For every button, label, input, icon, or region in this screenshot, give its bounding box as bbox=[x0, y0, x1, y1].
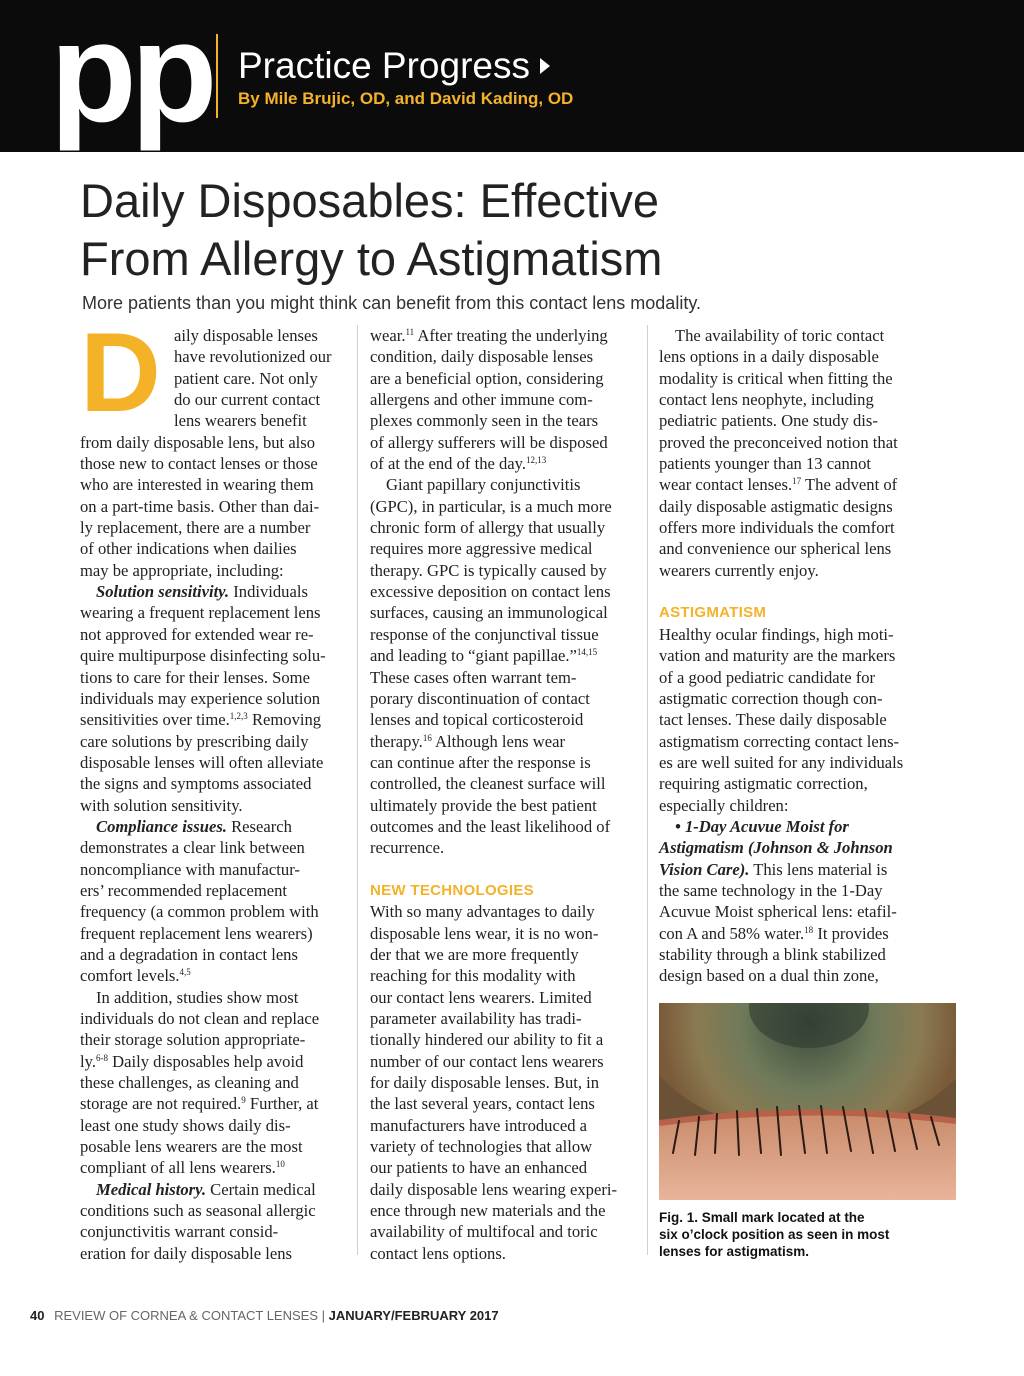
text-line: the same technology in the 1-Day bbox=[659, 880, 883, 900]
text-line: our patients to have an enhanced bbox=[370, 1158, 588, 1178]
text-line: ence through new materials and the bbox=[370, 1201, 606, 1221]
reference-mark: 10 bbox=[275, 1159, 285, 1170]
text-line: lens wearers benefit bbox=[174, 411, 307, 431]
figure-caption: Fig. 1. Small mark located at the six o’clock position as seen in most lenses for astigmatism. bbox=[659, 1210, 890, 1259]
page-footer bbox=[30, 1308, 499, 1324]
text-line: requires more aggressive medical bbox=[370, 539, 593, 559]
text-line: their storage solution appropriate- bbox=[80, 1030, 306, 1050]
text-line: therapy. GPC is typically caused by bbox=[370, 560, 607, 580]
spacer bbox=[659, 581, 931, 602]
text-line: es are well suited for any individuals bbox=[659, 752, 904, 772]
body-column-2 bbox=[370, 325, 640, 1264]
text-line: frequency (a common problem with bbox=[80, 902, 319, 922]
text-line: of other indications when dailies bbox=[80, 539, 297, 559]
text-line: reaching for this modality with bbox=[370, 966, 576, 986]
text-line: disposable lenses will often alleviate bbox=[80, 752, 324, 772]
text-line: Healthy ocular findings, high moti- bbox=[659, 624, 894, 644]
section-heading-astigmatism: ASTIGMATISM bbox=[659, 604, 767, 622]
text-line: pediatric patients. One study dis- bbox=[659, 411, 878, 431]
text-line: disposable lens wear, it is no won- bbox=[370, 923, 599, 943]
reference-mark: 12,13 bbox=[526, 455, 547, 466]
text-line: daily disposable lens wearing experi- bbox=[370, 1179, 617, 1199]
text-line: der that we are more frequently bbox=[370, 944, 579, 964]
text-line: astigmatic correction though con- bbox=[659, 688, 883, 708]
text-line: contact lens options. bbox=[370, 1243, 506, 1263]
text-line: wear.$^{11}$ After treating the underlying bbox=[370, 326, 608, 345]
text-line: noncompliance with manufactur- bbox=[80, 859, 300, 879]
run-in-head: Compliance issues. bbox=[96, 816, 227, 836]
text-line: controlled, the cleanest surface will bbox=[370, 774, 606, 794]
product-heading: Astigmatism (Johnson & Johnson bbox=[659, 838, 893, 858]
text-line: ly replacement, there are a number bbox=[80, 518, 311, 538]
text-line: modality is critical when fitting the bbox=[659, 368, 893, 388]
product-heading: • 1-Day Acuvue Moist for bbox=[675, 816, 849, 836]
text-line: contact lens neophyte, including bbox=[659, 390, 874, 410]
department-name: Practice Progress bbox=[238, 45, 530, 86]
text-line: (GPC), in particular, is a much more bbox=[370, 496, 612, 516]
text-line: number of our contact lens wearers bbox=[370, 1051, 604, 1071]
text-line: availability of multifocal and toric bbox=[370, 1222, 598, 1242]
text-line: least one study shows daily dis- bbox=[80, 1115, 291, 1135]
text-line: plexes commonly seen in the tears bbox=[370, 411, 599, 431]
reference-mark: 17 bbox=[792, 476, 802, 487]
text-line: ultimately provide the best patient bbox=[370, 795, 597, 815]
text-line: our contact lens wearers. Limited bbox=[370, 987, 592, 1007]
text-line: individuals may experience solution bbox=[80, 688, 321, 708]
text-line: tact lenses. These daily disposable bbox=[659, 710, 887, 730]
text-line: tions to care for their lenses. Some bbox=[80, 667, 310, 687]
text-line: the signs and symptoms associated bbox=[80, 774, 312, 794]
reference-mark: 11 bbox=[405, 327, 415, 337]
text-line: can continue after the response is bbox=[370, 752, 591, 772]
text-line: of allergy sufferers will be disposed bbox=[370, 432, 608, 452]
text-line: these challenges, as cleaning and bbox=[80, 1073, 299, 1093]
text-line: requiring astigmatic correction, bbox=[659, 774, 868, 794]
text-line: condition, daily disposable lenses bbox=[370, 347, 594, 367]
column-divider bbox=[357, 325, 358, 1255]
journal-name: REVIEW OF CORNEA & CONTACT LENSES | bbox=[54, 1308, 325, 1323]
run-in-head: Medical history. bbox=[96, 1179, 207, 1199]
text-line: surfaces, causing an immunological bbox=[370, 603, 608, 623]
text-line: storage are not required.$^9$ Further, at bbox=[80, 1094, 319, 1114]
text-line: patients younger than 13 cannot bbox=[659, 454, 871, 474]
text-line: conjunctivitis warrant consid- bbox=[80, 1222, 279, 1242]
body-column-1 bbox=[80, 310, 350, 1264]
text-line: daily disposable astigmatic designs bbox=[659, 496, 893, 516]
title-line: From Allergy to Astigmatism bbox=[80, 232, 663, 285]
reference-mark: 9 bbox=[241, 1095, 246, 1106]
text-line: sensitivities over time.$^{1,2,3}$ Removing bbox=[80, 710, 322, 730]
text-line: outcomes and the least likelihood of bbox=[370, 816, 611, 836]
text-line: Giant papillary conjunctivitis bbox=[386, 475, 581, 495]
spacer bbox=[370, 859, 640, 880]
text-line: conditions such as seasonal allergic bbox=[80, 1201, 316, 1221]
text-line: porary discontinuation of contact bbox=[370, 688, 590, 708]
text-line: especially children: bbox=[659, 795, 789, 815]
eye-closeup-image bbox=[659, 1003, 956, 1200]
text-line: proved the preconceived notion that bbox=[659, 432, 898, 452]
article-title bbox=[80, 172, 662, 288]
text-line: and a degradation in contact lens bbox=[80, 944, 298, 964]
text-line: stability through a blink stabilized bbox=[659, 944, 886, 964]
column-divider bbox=[647, 325, 648, 1255]
department-logo: pp bbox=[50, 0, 212, 152]
section-heading-new-technologies: NEW TECHNOLOGIES bbox=[370, 881, 534, 899]
text-line: astigmatism correcting contact lens- bbox=[659, 731, 900, 751]
text-line: demonstrates a clear link between bbox=[80, 838, 305, 858]
reference-mark: 16 bbox=[422, 732, 432, 743]
text-line: chronic form of allergy that usually bbox=[370, 518, 606, 538]
text-line: for daily disposable lenses. But, in bbox=[370, 1073, 600, 1093]
department-header bbox=[0, 0, 1024, 152]
text-line: lens options in a daily disposable bbox=[659, 347, 879, 367]
reference-mark: 14,15 bbox=[576, 647, 598, 658]
reference-mark: 18 bbox=[804, 924, 814, 935]
byline: By Mile Brujic, OD, and David Kading, OD bbox=[238, 89, 574, 108]
header-divider bbox=[216, 34, 218, 118]
reference-mark: 4,5 bbox=[179, 967, 191, 978]
text-line: allergens and other immune com- bbox=[370, 390, 593, 410]
reference-mark: 1,2,3 bbox=[229, 711, 248, 722]
text-line: compliant of all lens wearers.$^{10}$ bbox=[80, 1158, 285, 1178]
text-line: therapy.$^{16}$ Although lens wear bbox=[370, 731, 566, 751]
text-line: Acuvue Moist spherical lens: etafil- bbox=[659, 902, 897, 922]
text-line: excessive deposition on contact lens bbox=[370, 582, 611, 602]
text-line: con A and 58% water.$^{18}$ It provides bbox=[659, 923, 889, 943]
text-line: on a part-time basis. Other than dai- bbox=[80, 496, 320, 516]
text-line: aily disposable lenses bbox=[174, 326, 318, 345]
text-line: individuals do not clean and replace bbox=[80, 1009, 320, 1028]
body-column-3 bbox=[659, 325, 931, 987]
text-line: quire multipurpose disinfecting solu- bbox=[80, 646, 326, 666]
text-line: parameter availability has tradi- bbox=[370, 1009, 582, 1028]
text-line: not approved for extended wear re- bbox=[80, 624, 314, 644]
text-line: In addition, studies show most bbox=[96, 987, 299, 1007]
text-line: of a good pediatric candidate for bbox=[659, 667, 876, 687]
play-arrow-icon bbox=[540, 58, 550, 74]
text-line: tionally hindered our ability to fit a bbox=[370, 1030, 604, 1050]
text-line: are a beneficial option, considering bbox=[370, 368, 604, 388]
text-line: Medical history. Certain medical bbox=[96, 1179, 316, 1199]
text-line: of at the end of the day.$^{12,13}$ bbox=[370, 454, 547, 474]
text-line: do our current contact bbox=[174, 390, 321, 410]
text-line: ly.$^{6-8}$ Daily disposables help avoid bbox=[80, 1051, 304, 1071]
text-line: and leading to “giant papillae.”$^{14,15}$ bbox=[370, 646, 598, 666]
text-line: lenses and topical corticosteroid bbox=[370, 710, 584, 730]
eye-photo bbox=[659, 1003, 956, 1200]
text-line: may be appropriate, including: bbox=[80, 560, 284, 580]
text-line: vation and maturity are the markers bbox=[659, 646, 896, 666]
text-line: comfort levels.$^{4,5}$ bbox=[80, 966, 191, 986]
text-line: from daily disposable lens, but also bbox=[80, 432, 316, 452]
text-line: Compliance issues. Research bbox=[96, 816, 292, 836]
text-line: offers more individuals the comfort bbox=[659, 518, 895, 538]
page-number: 40 bbox=[30, 1308, 45, 1323]
reference-mark: 6-8 bbox=[95, 1052, 108, 1063]
title-line: Daily Disposables: Effective bbox=[80, 174, 660, 227]
text-line: who are interested in wearing them bbox=[80, 475, 314, 495]
text-line: with solution sensitivity. bbox=[80, 795, 243, 815]
run-in-head: Solution sensitivity. bbox=[96, 582, 230, 602]
text-line: Vision Care). This lens material is bbox=[659, 859, 888, 879]
text-line: recurrence. bbox=[370, 838, 445, 858]
text-line: posable lens wearers are the most bbox=[80, 1137, 303, 1157]
text-line: the last several years, contact lens bbox=[370, 1094, 595, 1114]
text-line: The availability of toric contact bbox=[675, 326, 885, 345]
text-line: patient care. Not only bbox=[174, 368, 318, 388]
text-line: care solutions by prescribing daily bbox=[80, 731, 309, 751]
text-line: ers’ recommended replacement bbox=[80, 880, 288, 900]
text-line: and convenience our spherical lens bbox=[659, 539, 892, 559]
text-line: frequent replacement lens wearers) bbox=[80, 923, 313, 943]
text-line: wearers currently enjoy. bbox=[659, 560, 819, 580]
text-line: those new to contact lenses or those bbox=[80, 454, 318, 474]
text-line: response of the conjunctival tissue bbox=[370, 624, 599, 644]
article-deck: More patients than you might think can benefit from this contact lens modality. bbox=[82, 293, 701, 313]
text-line: Solution sensitivity. Individuals bbox=[96, 582, 308, 602]
text-line: wear contact lenses.$^{17}$ The advent of bbox=[659, 475, 898, 495]
text-line: These cases often warrant tem- bbox=[370, 667, 577, 687]
text-line: With so many advantages to daily bbox=[370, 902, 595, 922]
text-line: have revolutionized our bbox=[174, 347, 332, 367]
text-line: eration for daily disposable lens bbox=[80, 1243, 292, 1263]
issue-date: JANUARY/FEBRUARY 2017 bbox=[328, 1308, 499, 1323]
text-line: variety of technologies that allow bbox=[370, 1137, 593, 1157]
department-title bbox=[238, 44, 550, 88]
text-line: design based on a dual thin zone, bbox=[659, 966, 879, 986]
text-line: manufacturers have introduced a bbox=[370, 1115, 587, 1135]
text-line: wearing a frequent replacement lens bbox=[80, 603, 321, 623]
drop-cap: D bbox=[80, 310, 161, 435]
